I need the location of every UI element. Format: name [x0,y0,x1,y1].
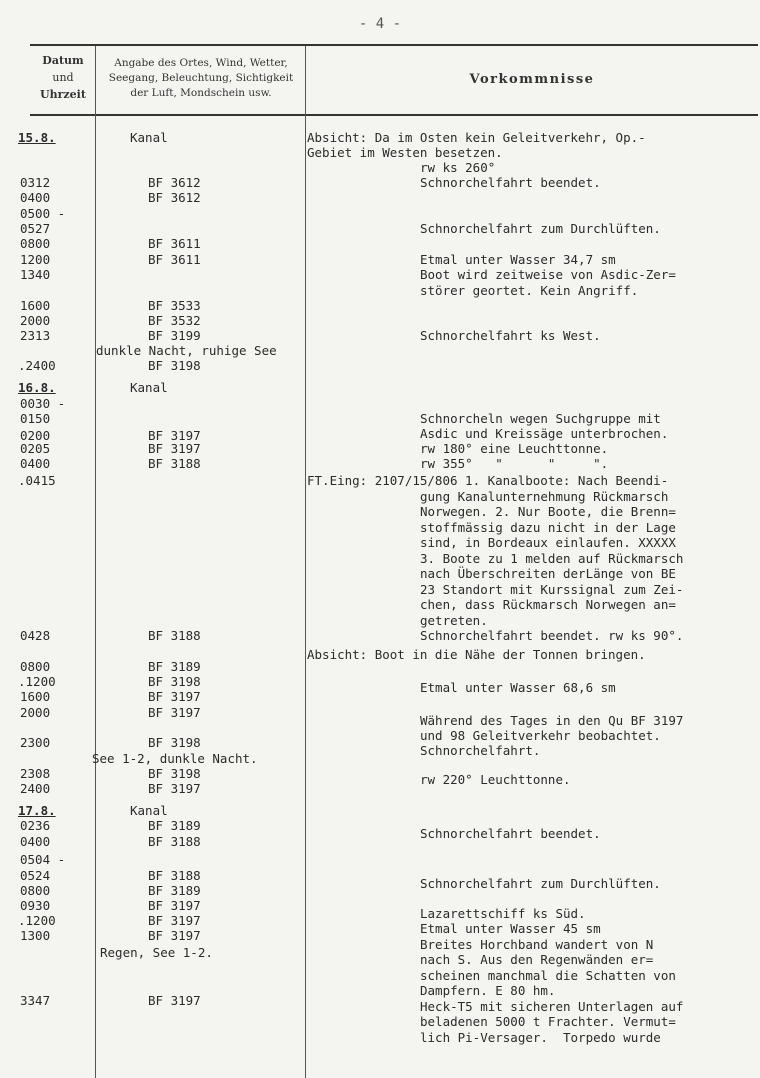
entry-time: 2400 [20,781,51,796]
entry-location: BF 3189 [148,818,201,833]
entry-text: sind, in Bordeaux einlaufen. XXXXX [420,535,676,550]
entry-text: Schnorcheln wegen Suchgruppe mit [420,411,661,426]
entry-time: 1600 [20,298,51,313]
entry-time: 0930 [20,898,51,913]
entry-location: BF 3188 [148,456,201,471]
entry-text: Absicht: Da im Osten kein Geleitverkehr, Op.- [307,130,646,145]
entry-text: störer geortet. Kein Angriff. [420,283,639,298]
column-divider-2 [305,46,306,1078]
entry-text: Dampfern. E 80 hm. [420,983,556,998]
entry-text: Schnorchelfahrt zum Durchlüften. [420,221,661,236]
entry-location: BF 3197 [148,428,201,443]
entry-text: 3. Boote zu 1 melden auf Rückmarsch [420,551,684,566]
header-bottom-rule [30,114,758,116]
entry-text: Schnorchelfahrt beendet. rw ks 90°. [420,628,684,643]
column-divider-1 [95,46,96,1078]
entry-text: Schnorchelfahrt beendet. [420,175,601,190]
entry-text: chen, dass Rückmarsch Norwegen an= [420,597,676,612]
header-datum-line: Datum [42,54,84,67]
entry-time: 17.8. [18,803,56,818]
page-number: - 4 - [358,16,402,32]
entry-time: 0527 [20,221,51,236]
entry-time: 15.8. [18,130,56,145]
entry-text: Während des Tages in den Qu BF 3197 [420,713,684,728]
header-datum [32,52,94,103]
entry-time: 1600 [20,689,51,704]
entry-time: 1200 [20,252,51,267]
entry-time: 0500 - [20,206,66,221]
entry-text: rw 355° " " ". [420,456,609,471]
entry-location: BF 3197 [148,705,201,720]
entry-time: 0400 [20,456,51,471]
entry-location: BF 3188 [148,834,201,849]
entry-time: 0150 [20,411,51,426]
header-vorkommnisse: Vorkommnisse [469,72,595,87]
entry-location: BF 3197 [148,441,201,456]
entry-location: BF 3611 [148,236,201,251]
entry-text: Heck-T5 mit sicheren Unterlagen auf [420,999,684,1014]
entry-time: 16.8. [18,380,56,395]
header-top-rule [30,44,758,46]
entry-text: Etmal unter Wasser 34,7 sm [420,252,616,267]
entry-text: Schnorchelfahrt zum Durchlüften. [420,876,661,891]
header-datum-line: Uhrzeit [40,88,86,101]
entry-location: BF 3197 [148,689,201,704]
entry-text: rw 180° eine Leuchttonne. [420,441,609,456]
entry-time: .2400 [18,358,56,373]
entry-text: Norwegen. 2. Nur Boote, die Brenn= [420,504,676,519]
entry-text: Absicht: Boot in die Nähe der Tonnen bringen. [307,647,646,662]
entry-location: BF 3189 [148,659,201,674]
entry-time: 0428 [20,628,51,643]
entry-time: .1200 [18,674,56,689]
entry-time: 0504 - [20,852,66,867]
entry-location: BF 3199 [148,328,201,343]
entry-text: Asdic und Kreissäge unterbrochen. [420,426,669,441]
entry-text: und 98 Geleitverkehr beobachtet. [420,728,661,743]
entry-text: stoffmässig dazu nicht in der Lage [420,520,676,535]
header-ort-line: Seegang, Beleuchtung, Sichtigkeit [108,72,294,84]
entry-location: BF 3188 [148,868,201,883]
entry-location: BF 3612 [148,190,201,205]
entry-time: 2000 [20,313,51,328]
entry-location: BF 3197 [148,898,201,913]
entry-time: 0030 - [20,396,66,411]
entry-location: BF 3197 [148,781,201,796]
entry-location: Regen, See 1-2. [100,945,213,960]
entry-time: 0524 [20,868,51,883]
entry-location: Kanal [130,380,168,395]
entry-time: 2308 [20,766,51,781]
entry-location: dunkle Nacht, ruhige See [96,343,277,358]
entry-location: BF 3197 [148,913,201,928]
entry-text: Boot wird zeitweise von Asdic-Zer= [420,267,676,282]
entry-location: BF 3188 [148,628,201,643]
entry-text: nach Überschreiten derLänge von BE [420,566,676,581]
entry-location: BF 3198 [148,766,201,781]
entry-location: BF 3197 [148,993,201,1008]
entry-text: Schnorchelfahrt. [420,743,541,758]
entry-time: 2000 [20,705,51,720]
entry-time: 0400 [20,190,51,205]
header-datum-line: und [52,71,74,84]
entry-location: BF 3533 [148,298,201,313]
entry-time: 2300 [20,735,51,750]
entry-location: BF 3198 [148,735,201,750]
header-ort-line: der Luft, Mondschein usw. [130,87,272,99]
entry-location: Kanal [130,130,168,145]
entry-location: BF 3198 [148,358,201,373]
entry-location: BF 3611 [148,252,201,267]
entry-text: FT.Eing: 2107/15/806 1. Kanalboote: Nach Beendi- [307,473,669,488]
entry-location: Kanal [130,803,168,818]
header-ort-line: Angabe des Ortes, Wind, Wetter, [114,57,288,69]
entry-text: Etmal unter Wasser 45 sm [420,921,601,936]
entry-time: 0800 [20,236,51,251]
entry-time: 1340 [20,267,51,282]
entry-time: 0200 [20,428,51,443]
entry-time: 0205 [20,441,51,456]
entry-time: .1200 [18,913,56,928]
entry-location: See 1-2, dunkle Nacht. [92,751,258,766]
entry-text: Etmal unter Wasser 68,6 sm [420,680,616,695]
entry-text: rw ks 260° [420,160,496,175]
entry-text: Breites Horchband wandert von N [420,937,654,952]
entry-text: gung Kanalunternehmung Rückmarsch [420,489,669,504]
entry-text: Schnorchelfahrt ks West. [420,328,601,343]
entry-time: 0236 [20,818,51,833]
entry-text: beladenen 5000 t Frachter. Vermut= [420,1014,676,1029]
entry-text: scheinen manchmal die Schatten von [420,968,676,983]
entry-text: rw 220° Leuchttonne. [420,772,571,787]
entry-text: getreten. [420,613,488,628]
entry-time: 1300 [20,928,51,943]
entry-text: Gebiet im Westen besetzen. [307,145,503,160]
entry-location: BF 3197 [148,928,201,943]
entry-location: BF 3612 [148,175,201,190]
entry-location: BF 3198 [148,674,201,689]
entry-time: 0400 [20,834,51,849]
entry-text: Schnorchelfahrt beendet. [420,826,601,841]
entry-time: 2313 [20,328,51,343]
entry-text: Lazarettschiff ks Süd. [420,906,586,921]
entry-text: nach S. Aus den Regenwänden er= [420,952,654,967]
entry-time: 0312 [20,175,51,190]
entry-time: 0800 [20,883,51,898]
entry-location: BF 3532 [148,313,201,328]
entry-time: .0415 [18,473,56,488]
entry-time: 3347 [20,993,51,1008]
entry-text: 23 Standort mit Kurssignal zum Zei- [420,582,684,597]
entry-location: BF 3189 [148,883,201,898]
entry-text: lich Pi-Versager. Torpedo wurde [420,1030,661,1045]
entry-time: 0800 [20,659,51,674]
header-ort [98,56,304,101]
